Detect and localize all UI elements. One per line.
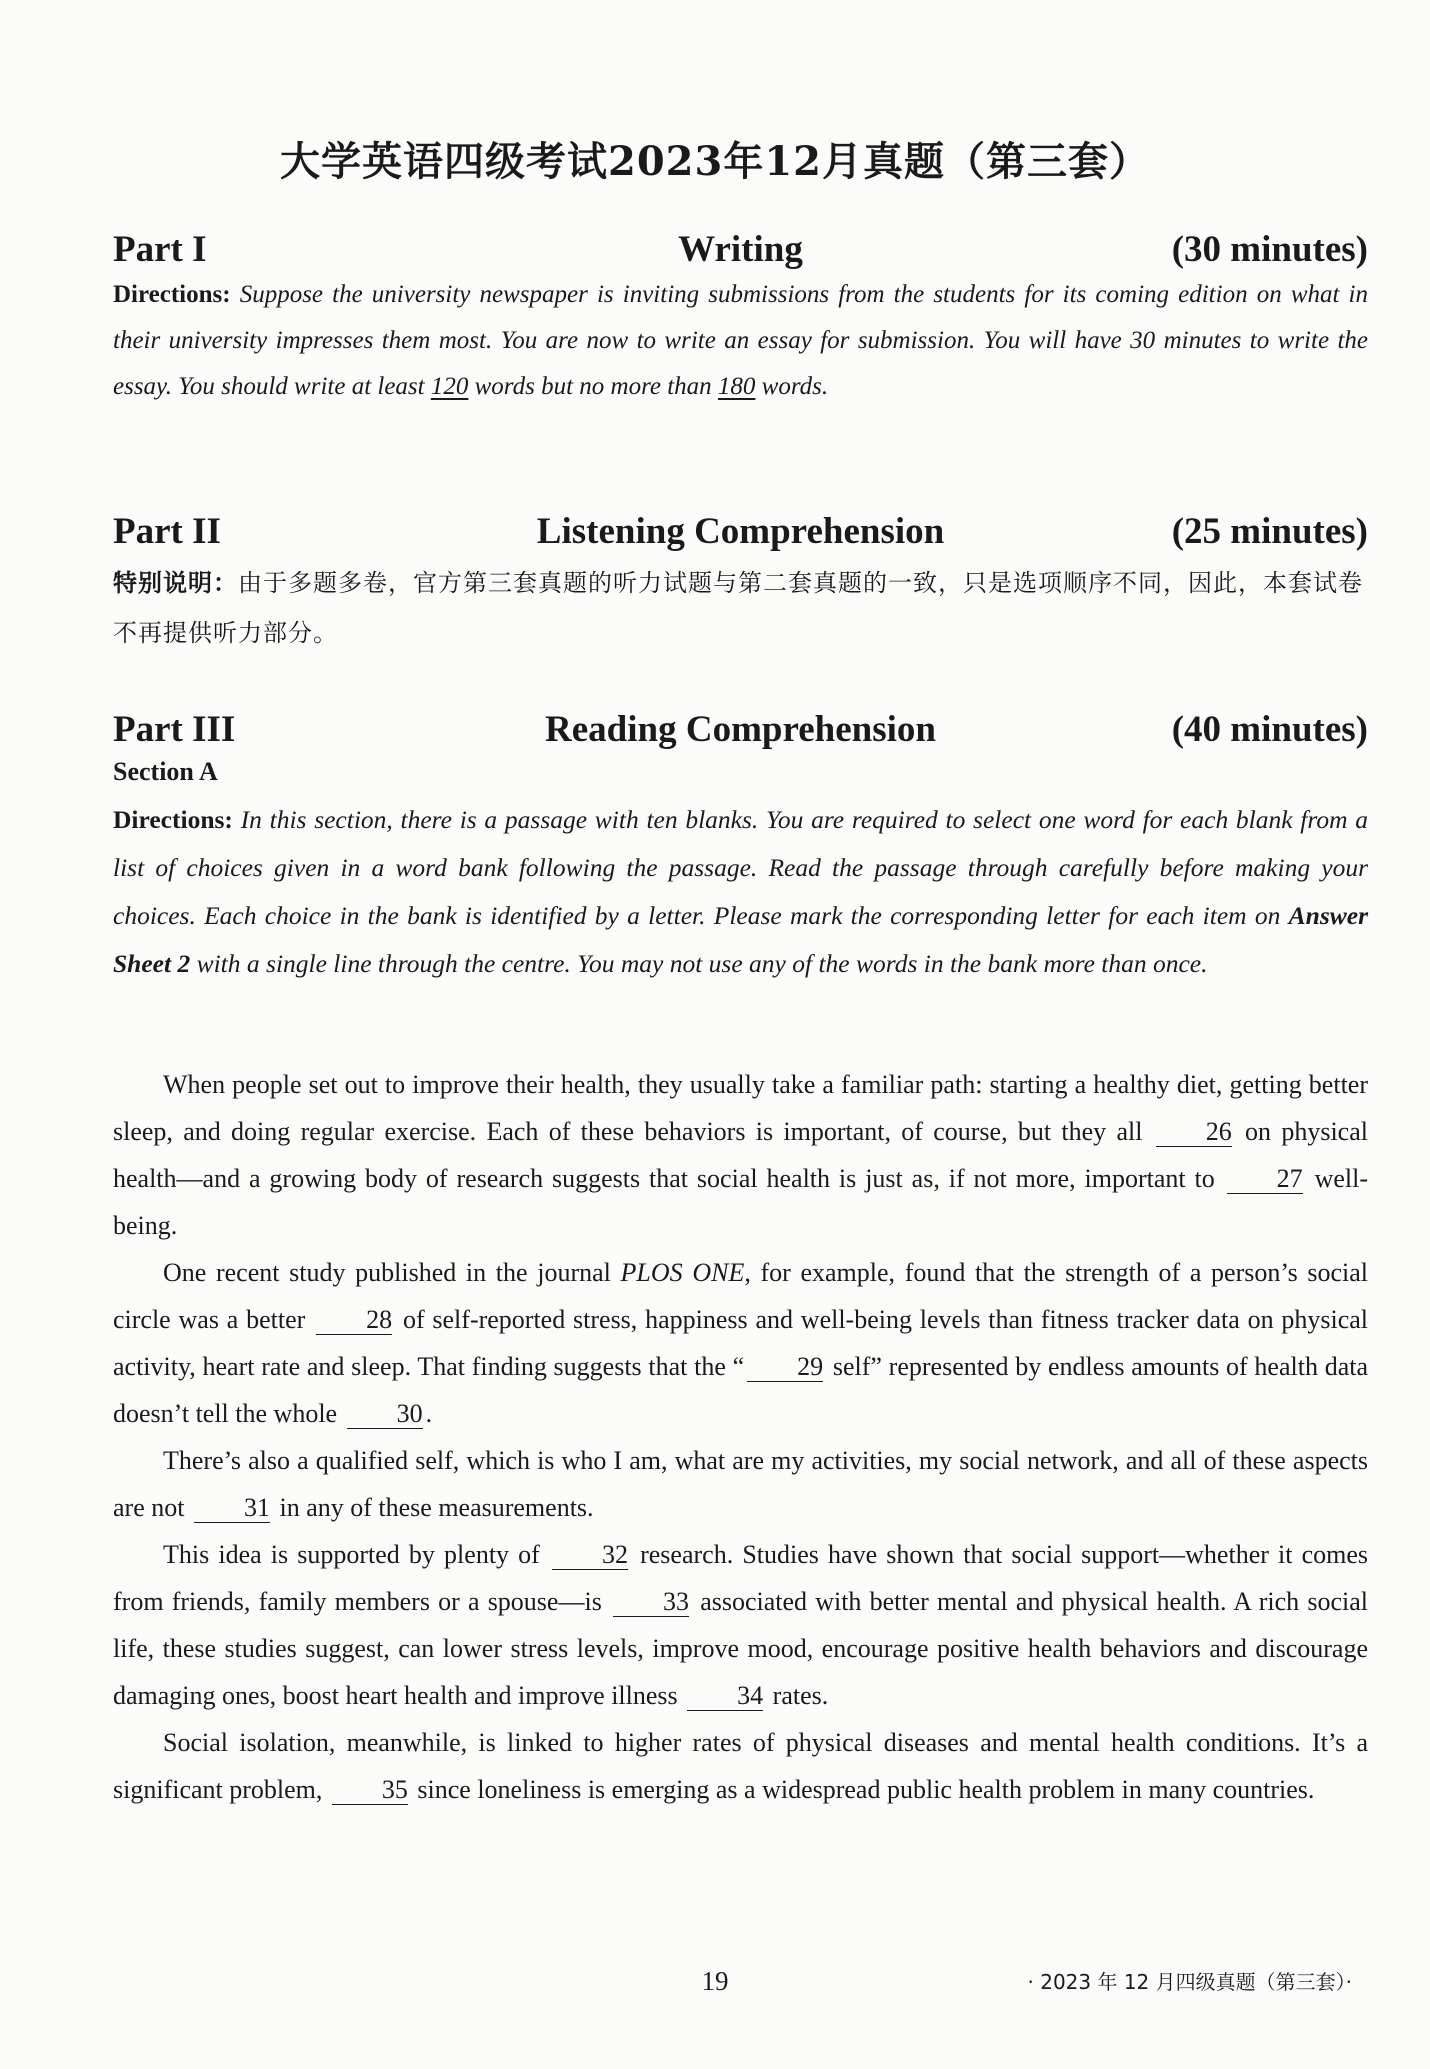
- part3-directions-text-b: with a single line through the centre. You may not use any of the words in the bank more than once.: [196, 949, 1208, 978]
- part1-min-words: 120: [430, 373, 469, 400]
- passage-paragraph: [113, 1437, 1368, 1531]
- part1-label: Part I: [113, 229, 207, 270]
- part1-directions-text-b: words but no more than: [474, 373, 712, 400]
- part2-note-text: 由于多题多卷，官方第三套真题的听力试题与第二套真题的一致，只是选项顺序不同，因此，本套试卷不再提供听力部分。: [113, 569, 1363, 647]
- passage-text: There’s also a qualified self, which is who I am, what are my activities, my social network, and all of these aspects are not: [113, 1446, 1368, 1522]
- part1-name: Writing: [678, 229, 803, 270]
- passage-text: since loneliness is emerging as a widespread public health problem in many countries.: [417, 1775, 1315, 1804]
- footer-tag: · 2023 年 12 月四级真题（第三套）·: [1027, 1970, 1352, 1994]
- part3-directions-label: Directions:: [113, 805, 233, 834]
- blank-34: 34: [687, 1682, 763, 1711]
- blank-33: 33: [613, 1588, 689, 1617]
- blank-32: 32: [552, 1541, 628, 1570]
- blank-26: 26: [1156, 1118, 1232, 1147]
- page-title: 大学英语四级考试2023年12月真题（第三套）: [280, 138, 1150, 185]
- journal-name: PLOS ONE: [620, 1258, 745, 1287]
- part2-note: [113, 558, 1368, 658]
- part1-header: [113, 228, 1368, 274]
- passage-text: of self-reported stress, happiness and well-being levels than fitness tracker data on physical activity, heart rate and sleep. That finding suggests that the “: [113, 1305, 1369, 1381]
- passage-text: When people set out to improve their health, they usually take a familiar path: starting a healthy diet, getting better sleep, and doing regular exercise. Each of these behaviors is important, of course, but they all: [113, 1070, 1368, 1146]
- passage-text: well-being.: [113, 1164, 1369, 1240]
- passage-text: , for example, found that the strength of a person’s social circle was a better: [113, 1258, 1369, 1334]
- reading-passage: [113, 1061, 1368, 1813]
- blank-30: 30: [347, 1400, 423, 1429]
- passage-paragraph: [113, 1061, 1368, 1249]
- part3-directions: [113, 796, 1368, 988]
- part1-directions-label: Directions:: [113, 281, 231, 308]
- passage-text: Social isolation, meanwhile, is linked to higher rates of physical diseases and mental health conditions. It’s a significant problem,: [113, 1728, 1368, 1804]
- part3-name: Reading Comprehension: [545, 709, 936, 750]
- answer-sheet-ref: Answer Sheet 2: [113, 901, 1369, 978]
- blank-35: 35: [332, 1776, 408, 1805]
- part3-header: [113, 708, 1368, 754]
- part3-label: Part III: [113, 709, 236, 750]
- part2-header: [113, 510, 1368, 556]
- part2-time: (25 minutes): [1171, 511, 1368, 552]
- passage-text: .: [425, 1399, 433, 1428]
- blank-31: 31: [194, 1494, 270, 1523]
- part1-max-words: 180: [717, 373, 756, 400]
- section-a-heading: Section A: [113, 757, 218, 786]
- passage-text: rates.: [772, 1681, 829, 1710]
- blank-27: 27: [1227, 1165, 1303, 1194]
- part1-time: (30 minutes): [1171, 229, 1368, 270]
- part2-name: Listening Comprehension: [536, 511, 945, 552]
- passage-text: research. Studies have shown that social support—whether it comes from friends, family members or a spouse—is: [113, 1540, 1369, 1616]
- passage-text: on physical health—and a growing body of research suggests that social health is just as, if not more, important to: [113, 1117, 1368, 1193]
- blank-29: 29: [747, 1353, 823, 1382]
- part3-time: (40 minutes): [1171, 709, 1368, 750]
- blank-28: 28: [316, 1306, 392, 1335]
- passage-text: in any of these measurements.: [279, 1493, 594, 1522]
- part1-directions: [113, 272, 1368, 410]
- part1-directions-text-a: Suppose the university newspaper is inviting submissions from the students for its coming edition on what in their university impresses them most. You are now to write an essay for submission. You will have 30 minutes to write the essay. You should write at least: [113, 281, 1369, 400]
- part1-directions-text-c: words.: [761, 373, 829, 400]
- part2-note-label: 特别说明：: [113, 569, 238, 597]
- passage-paragraph: [113, 1531, 1368, 1719]
- passage-paragraph: [113, 1719, 1368, 1813]
- passage-text: self” represented by endless amounts of health data doesn’t tell the whole: [113, 1352, 1368, 1428]
- page-number: 19: [701, 1966, 729, 1996]
- part2-label: Part II: [113, 511, 221, 552]
- passage-paragraph: [113, 1249, 1368, 1437]
- passage-text: This idea is supported by plenty of: [163, 1540, 540, 1569]
- passage-text: associated with better mental and physical health. A rich social life, these studies suggest, can lower stress levels, improve mood, encourage positive health behaviors and discourage damaging ones, boost heart health and improve illness: [113, 1587, 1369, 1710]
- passage-text: One recent study published in the journal: [163, 1258, 611, 1287]
- part3-directions-text-a: In this section, there is a passage with ten blanks. You are required to select one word for each blank from a list of choices given in a word bank following the passage. Read the passage through carefully before making your choices. Each choice in the bank is identified by a letter. Please mark the corresponding letter for each item on: [113, 805, 1368, 930]
